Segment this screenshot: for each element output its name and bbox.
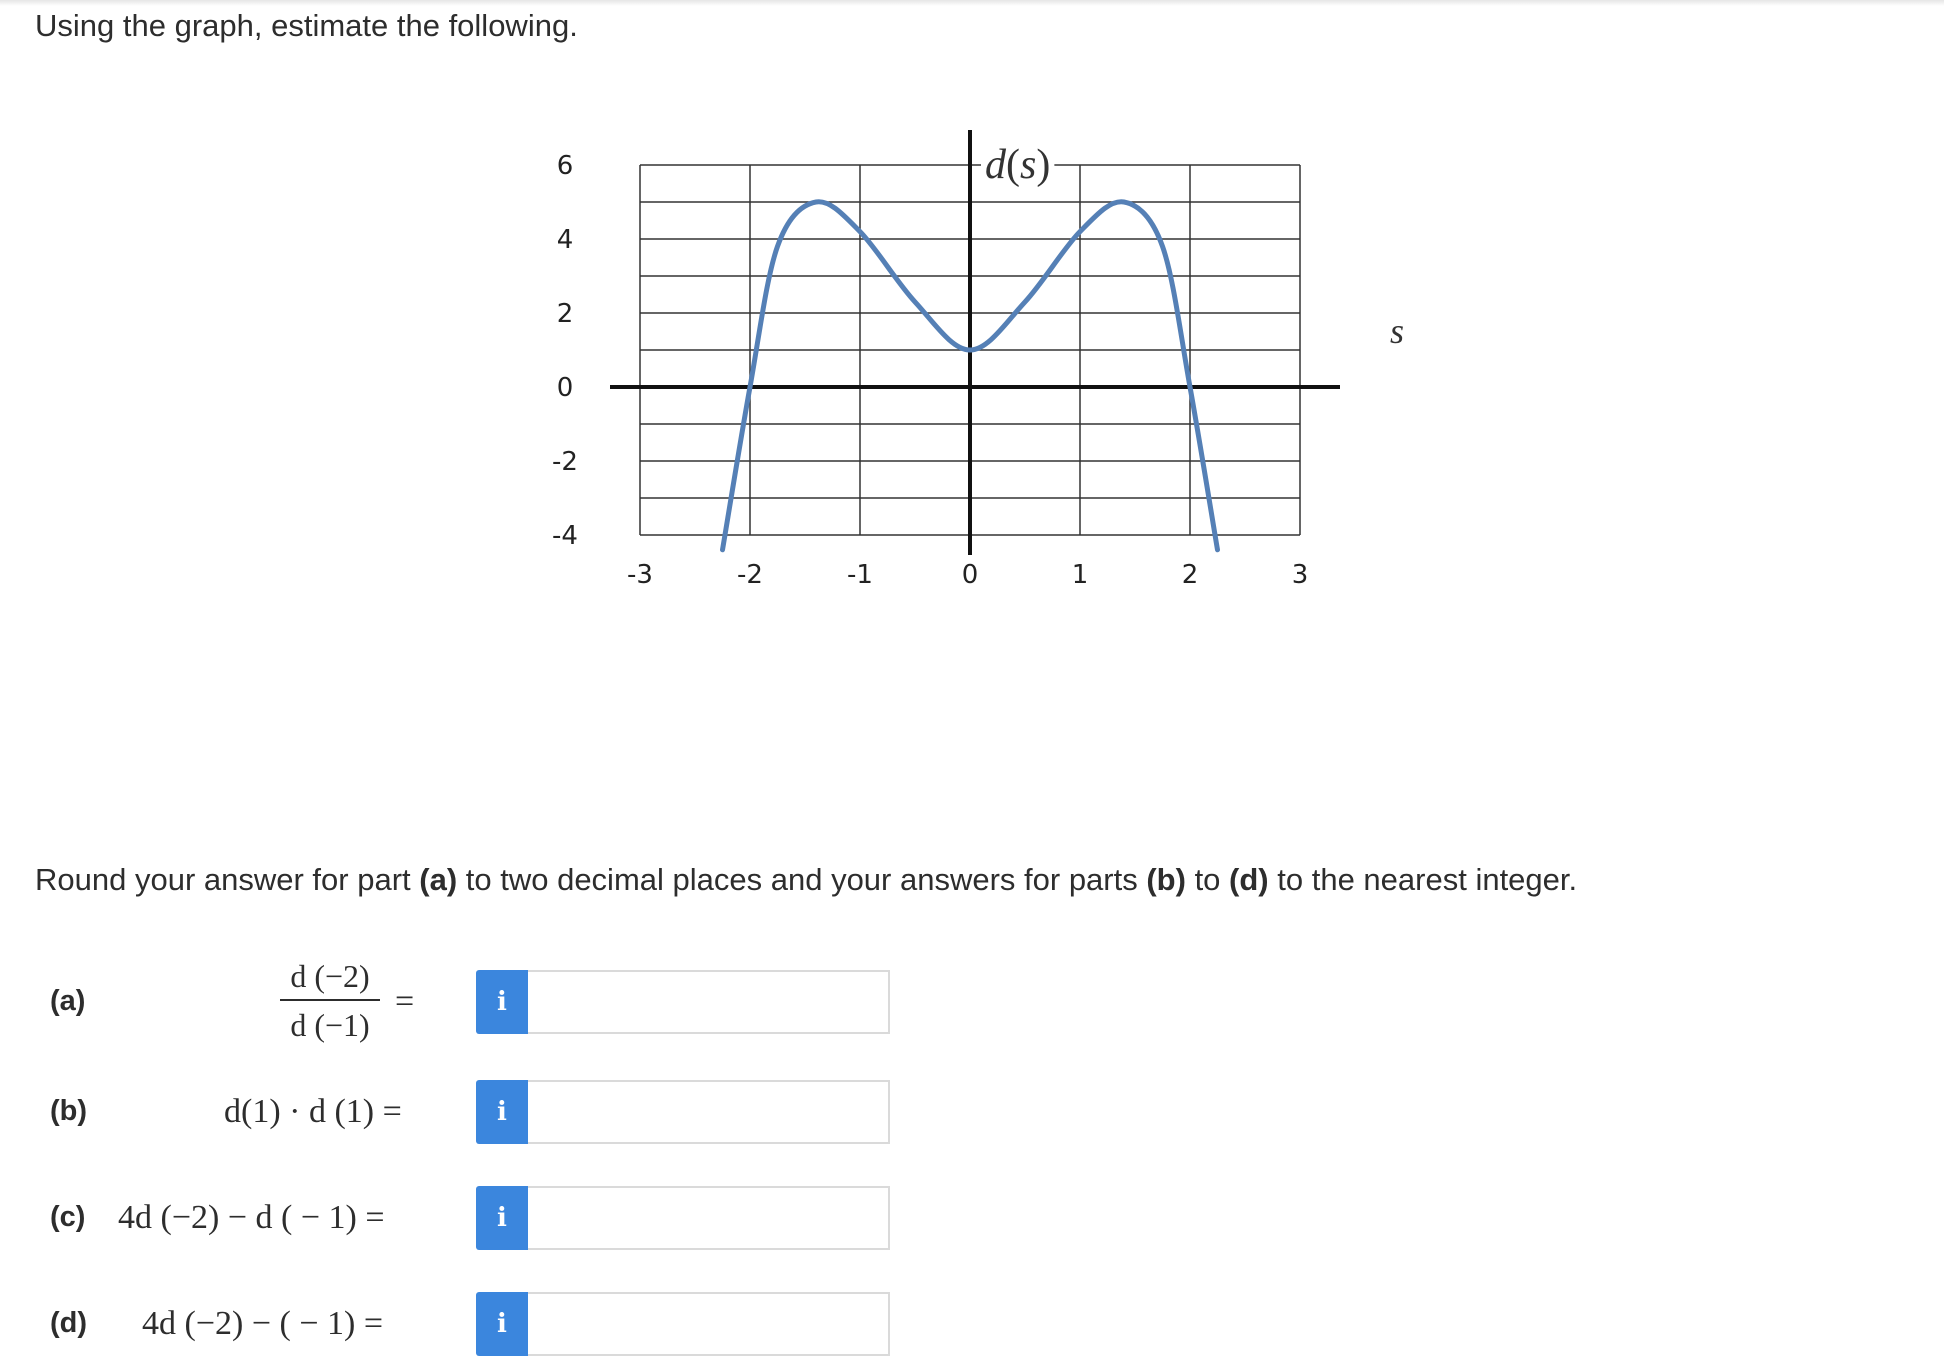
y-tick-label: 4 — [556, 225, 574, 255]
part-c-expression: 4d (−2) − d ( − 1) = — [118, 1199, 385, 1236]
y-tick-label: 2 — [556, 299, 574, 329]
part-a-info-button[interactable]: i — [476, 970, 528, 1034]
part-b-label: (b) — [50, 1095, 88, 1127]
part-d-expression: 4d (−2) − ( − 1) = — [142, 1305, 383, 1342]
function-graph — [552, 120, 1460, 640]
part-a-answer-input[interactable] — [528, 970, 890, 1034]
part-b-answer-input[interactable] — [528, 1080, 890, 1144]
part-d-answer-input[interactable] — [528, 1292, 890, 1356]
graph-axes — [610, 130, 1340, 555]
x-tick-label: -1 — [847, 560, 873, 590]
part-b-info-button[interactable]: i — [476, 1080, 528, 1144]
part-a-denominator: d (−1) — [290, 1007, 370, 1043]
part-d-info-button[interactable]: i — [476, 1292, 528, 1356]
part-c-info-button[interactable]: i — [476, 1186, 528, 1250]
part-a-fraction — [280, 958, 380, 1044]
part-c-label: (c) — [50, 1201, 86, 1233]
part-a-equals: = — [395, 983, 415, 1020]
x-tick-label: -2 — [737, 560, 763, 590]
x-tick-label: 3 — [1291, 560, 1309, 590]
x-tick-label: 0 — [961, 560, 979, 590]
y-tick-label: -4 — [552, 521, 578, 551]
part-d-label: (d) — [50, 1307, 88, 1339]
x-tick-label: -3 — [627, 560, 653, 590]
top-divider — [0, 0, 1944, 6]
fraction-bar — [280, 999, 380, 1001]
part-a-numerator: d (−2) — [290, 958, 370, 994]
graph-tick-labels — [552, 151, 1308, 590]
part-c-answer-input[interactable] — [528, 1186, 890, 1250]
question-intro: Using the graph, estimate the following. — [35, 8, 578, 43]
x-tick-label: 1 — [1071, 560, 1089, 590]
y-tick-label: 6 — [556, 151, 574, 181]
function-label: d(s) — [985, 142, 1051, 188]
y-tick-label: -2 — [552, 447, 578, 477]
part-b-expression: d(1) · d (1) = — [224, 1093, 402, 1130]
part-a-label: (a) — [50, 985, 86, 1017]
y-tick-label: 0 — [556, 373, 574, 403]
x-tick-label: 2 — [1181, 560, 1199, 590]
rounding-instructions: Round your answer for part (a) to two decimal places and your answers for parts (b) to (d) to the nearest integer. — [35, 862, 1578, 897]
x-axis-label: s — [1390, 311, 1405, 351]
